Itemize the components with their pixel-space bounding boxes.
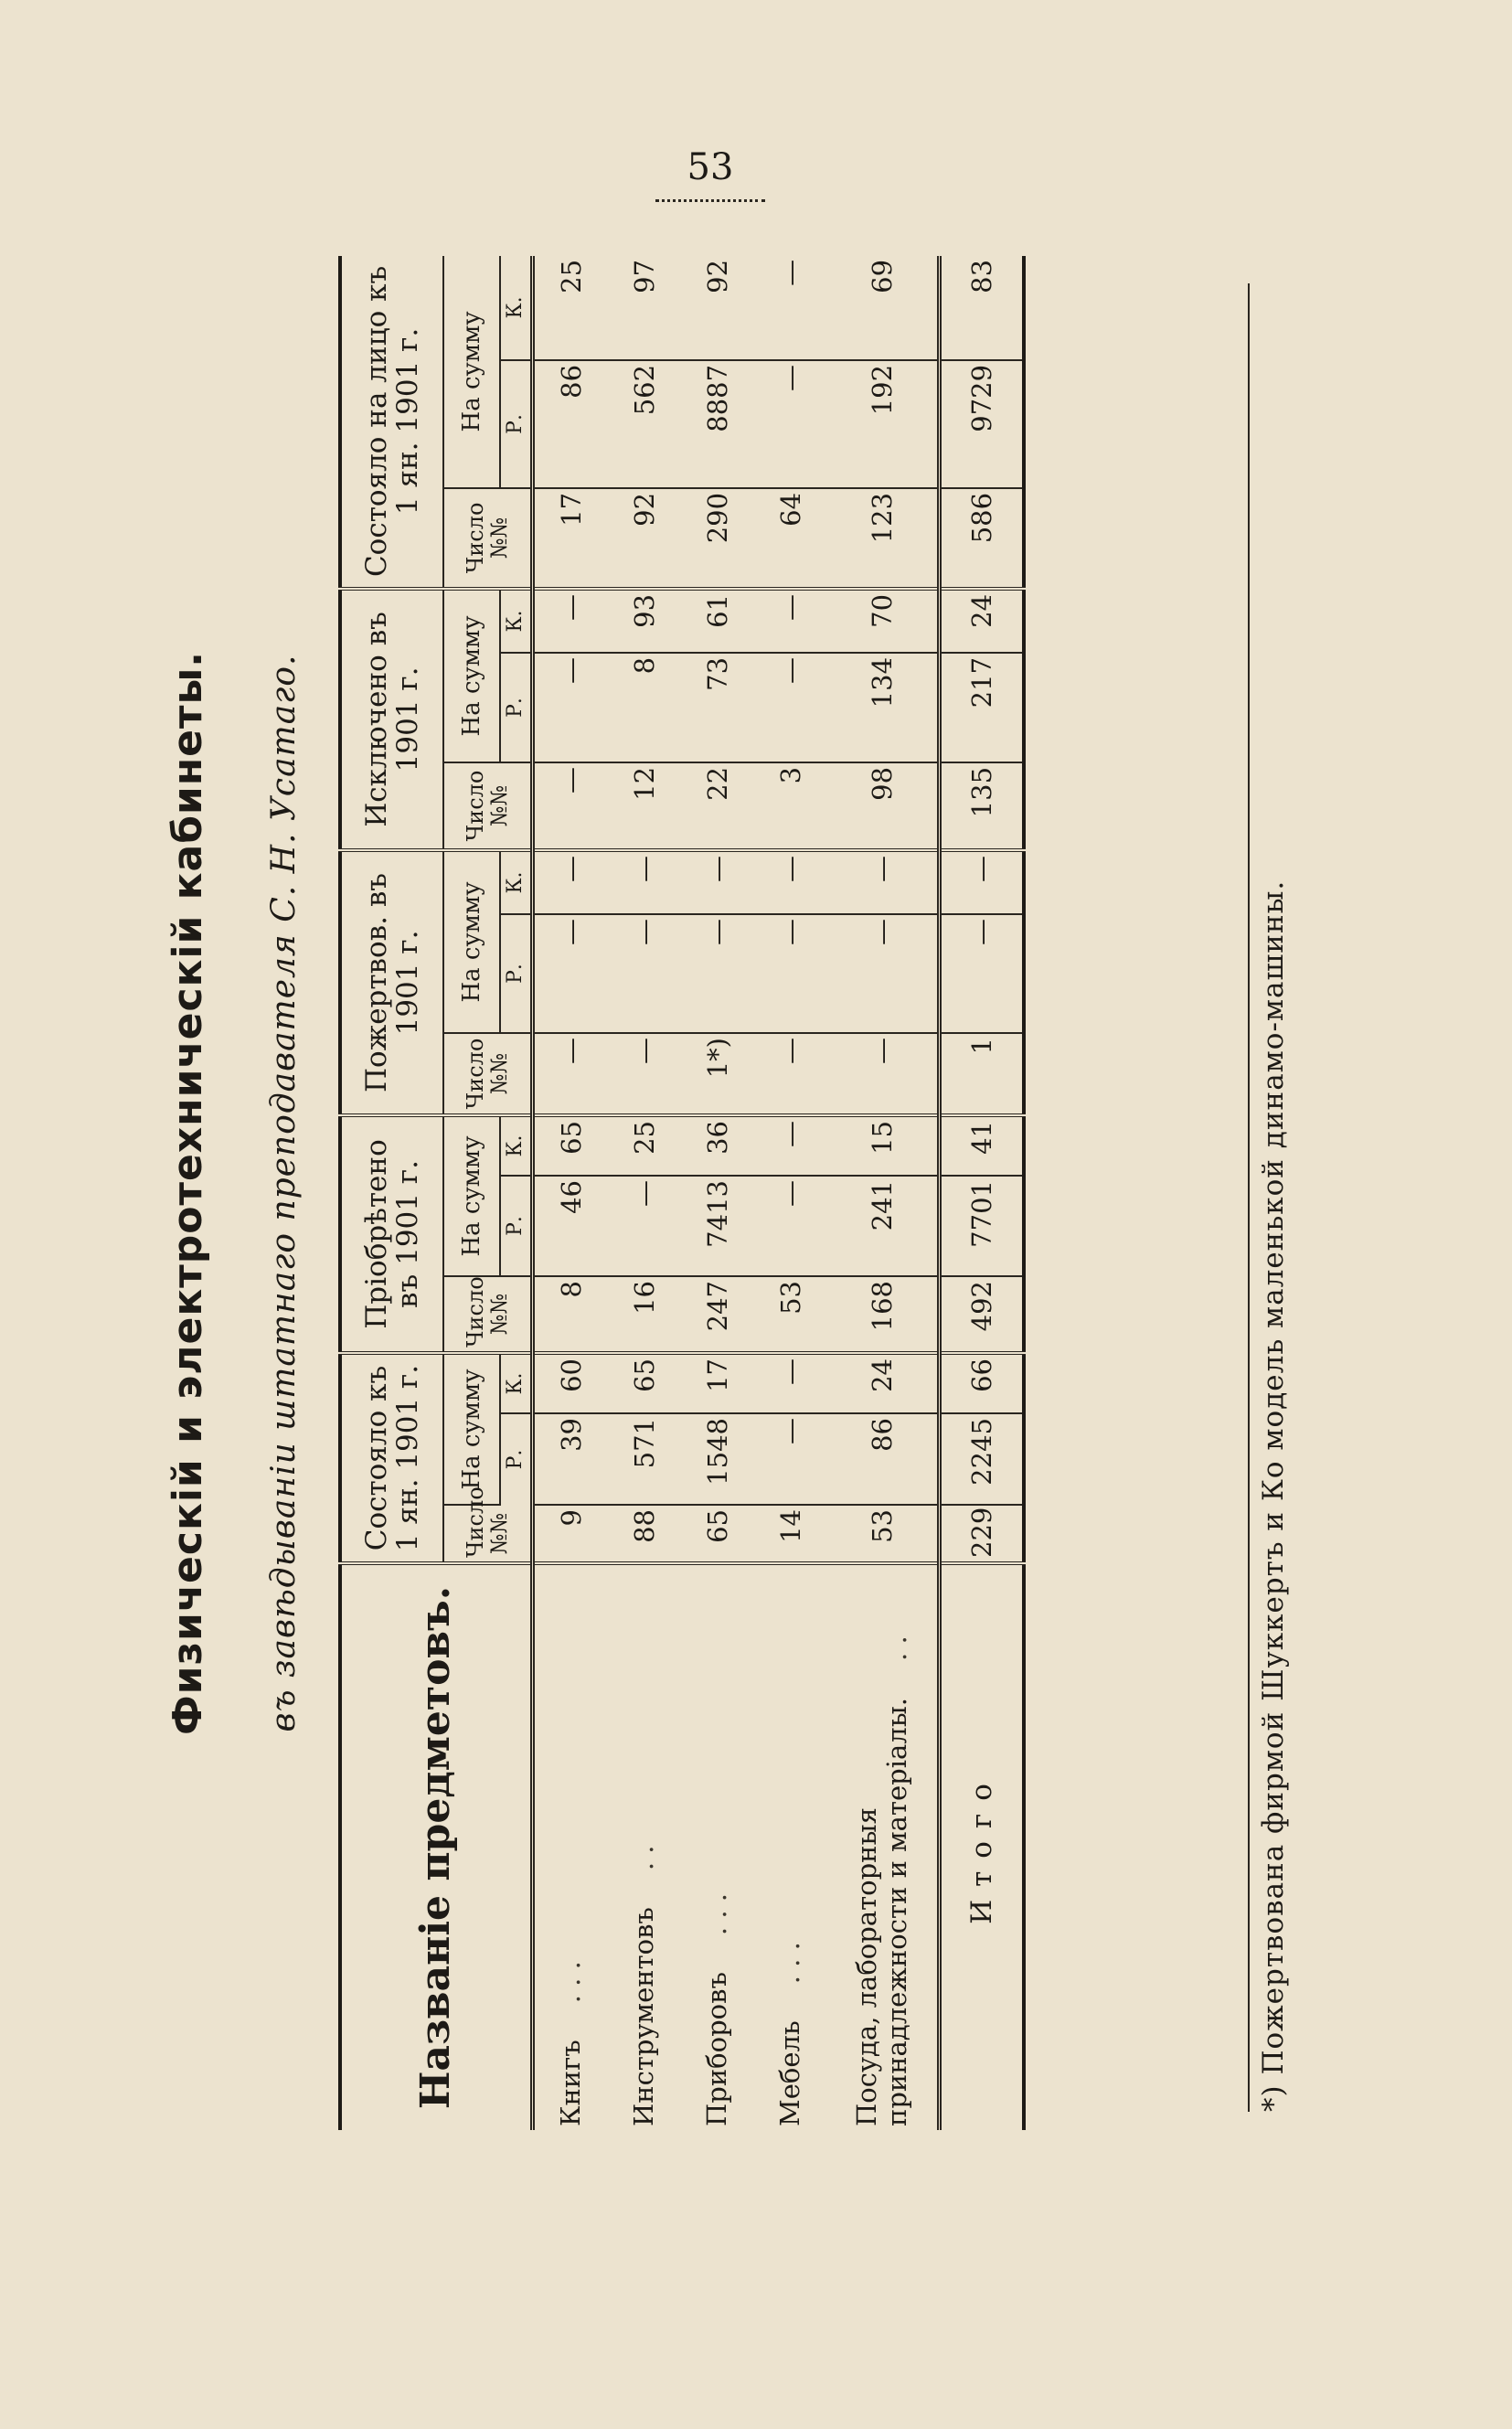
table-cell: 15 (827, 1115, 940, 1176)
total-row (940, 256, 1025, 2130)
table-cell: 571 (608, 1413, 681, 1505)
total-cell: — (940, 914, 1025, 1033)
table-cell: 8 (608, 653, 681, 762)
table-total (940, 256, 1025, 2130)
table-cell: — (681, 914, 754, 1033)
table-cell: 69 (827, 256, 940, 360)
table-row (608, 256, 681, 2130)
kopecks-header: К. (500, 850, 533, 914)
sum-header: На сумму (443, 1115, 500, 1276)
group-header-excluded: Исключено въ 1901 г. (340, 589, 443, 850)
table-cell: 24 (827, 1353, 940, 1413)
rubles-header: Р. (500, 360, 533, 488)
count-header: Число №№ (443, 488, 533, 589)
item-name-cell (754, 1563, 827, 2130)
table-cell: 98 (827, 762, 940, 850)
item-name: Мебель (774, 2020, 806, 2126)
total-cell: 229 (940, 1505, 1025, 1563)
table-cell: 25 (533, 256, 609, 360)
total-cell: 66 (940, 1353, 1025, 1413)
table-cell: 88 (608, 1505, 681, 1563)
table-cell: 97 (608, 256, 681, 360)
total-cell: 83 (940, 256, 1025, 360)
table-cell: — (754, 1176, 827, 1276)
item-name-cell (827, 1563, 940, 2130)
table-cell: 39 (533, 1413, 609, 1505)
inventory-table (338, 256, 1026, 2130)
item-name: Посуда, лабораторныя принадлежности и матеріалы. (850, 1697, 912, 2126)
table-cell: 290 (681, 488, 754, 589)
table-row (533, 256, 609, 2130)
item-name-cell (681, 1563, 754, 2130)
kopecks-header: К. (500, 589, 533, 653)
leader-dots: . . . (555, 1961, 587, 2004)
group-header-start: Состояло къ 1 ян. 1901 г. (340, 1353, 443, 1563)
table-cell: — (754, 589, 827, 653)
table-cell: 7413 (681, 1176, 754, 1276)
count-header: Число №№ (443, 1505, 533, 1563)
table-cell: — (754, 1033, 827, 1115)
leader-dots: . . (628, 1845, 660, 1871)
table-cell: 1548 (681, 1413, 754, 1505)
table-cell: 53 (827, 1505, 940, 1563)
footnote: *) Пожертвована фирмой Шуккертъ и Ко модель маленькой динамо-машины. (1248, 283, 1290, 2112)
table-cell: — (754, 914, 827, 1033)
table-cell: 12 (608, 762, 681, 850)
total-cell: 586 (940, 488, 1025, 589)
table-cell: — (533, 850, 609, 914)
table-cell: — (827, 850, 940, 914)
table-cell: 70 (827, 589, 940, 653)
leader-dots: . . . (701, 1893, 733, 1936)
table-cell: 46 (533, 1176, 609, 1276)
table-cell: 8887 (681, 360, 754, 488)
table-cell: 86 (827, 1413, 940, 1505)
table-cell: 247 (681, 1276, 754, 1353)
table-cell: 64 (754, 488, 827, 589)
rubles-header: Р. (500, 1176, 533, 1276)
group-header-donated: Пожертвов. въ 1901 г. (340, 850, 443, 1115)
table-cell: 3 (754, 762, 827, 850)
sum-header: На сумму (443, 1353, 500, 1505)
group-header-acquired: Пріобрѣтено въ 1901 г. (340, 1115, 443, 1353)
table-cell: — (754, 653, 827, 762)
rotated-page-content (155, 256, 1326, 2130)
sum-header: На сумму (443, 850, 500, 1033)
page-number: 53 (687, 146, 734, 188)
table-cell: 25 (608, 1115, 681, 1176)
table-cell: 17 (681, 1353, 754, 1413)
table-row (827, 256, 940, 2130)
table-cell: 134 (827, 653, 940, 762)
table-cell: 36 (681, 1115, 754, 1176)
table-cell: 192 (827, 360, 940, 488)
total-cell: 2245 (940, 1413, 1025, 1505)
table-cell: 168 (827, 1276, 940, 1353)
table-cell: 86 (533, 360, 609, 488)
table-cell: — (827, 1033, 940, 1115)
item-name: Книгъ (555, 2040, 587, 2126)
table-row (754, 256, 827, 2130)
table-cell: — (754, 256, 827, 360)
kopecks-header: К. (500, 1115, 533, 1176)
table-cell: — (827, 914, 940, 1033)
item-name-cell (608, 1563, 681, 2130)
total-cell: 135 (940, 762, 1025, 850)
total-cell: 9729 (940, 360, 1025, 488)
table-cell: 73 (681, 653, 754, 762)
table-cell: 16 (608, 1276, 681, 1353)
rubles-header: Р. (500, 1413, 533, 1505)
page-subtitle: въ завѣдываніи штатнаго преподавателя С. Н. Усатаго. (265, 654, 303, 1732)
table-cell: — (608, 850, 681, 914)
total-cell: 41 (940, 1115, 1025, 1176)
total-cell: 1 (940, 1033, 1025, 1115)
table-cell: 241 (827, 1176, 940, 1276)
table-cell: 17 (533, 488, 609, 589)
table-cell: 9 (533, 1505, 609, 1563)
table-cell: — (533, 762, 609, 850)
total-cell: 24 (940, 589, 1025, 653)
table-cell: — (533, 1033, 609, 1115)
sum-header: На сумму (443, 589, 500, 762)
table-cell: — (533, 914, 609, 1033)
table-cell: 92 (681, 256, 754, 360)
page-title: Физическій и электротехническій кабинеты. (165, 651, 211, 1736)
count-header: Число №№ (443, 762, 533, 850)
kopecks-header: К. (500, 1353, 533, 1413)
total-cell: — (940, 850, 1025, 914)
table-cell: 61 (681, 589, 754, 653)
table-cell: 65 (608, 1353, 681, 1413)
sum-header: На сумму (443, 256, 500, 488)
table-cell: — (754, 1413, 827, 1505)
table-cell: 562 (608, 360, 681, 488)
table-cell: 65 (533, 1115, 609, 1176)
table-cell: — (754, 850, 827, 914)
count-header: Число №№ (443, 1033, 533, 1115)
page-number-rule (655, 199, 765, 202)
group-header-end: Состояло на лицо къ 1 ян. 1901 г. (340, 256, 443, 589)
item-name: Инструментовъ (628, 1907, 660, 2126)
table-cell: — (533, 653, 609, 762)
table-cell: 92 (608, 488, 681, 589)
item-name-cell (533, 1563, 609, 2130)
table-cell: — (608, 1176, 681, 1276)
table-cell: 93 (608, 589, 681, 653)
total-cell: 492 (940, 1276, 1025, 1353)
leader-dots: . . . (774, 1942, 806, 1985)
table-cell: — (754, 1115, 827, 1176)
count-header: Число №№ (443, 1276, 533, 1353)
table-cell: — (754, 360, 827, 488)
table-cell: — (608, 1033, 681, 1115)
table-cell: 60 (533, 1353, 609, 1413)
table-cell: 14 (754, 1505, 827, 1563)
table-cell: — (608, 914, 681, 1033)
table-cell: — (533, 589, 609, 653)
table-cell: 65 (681, 1505, 754, 1563)
item-name: Приборовъ (701, 1972, 733, 2126)
total-cell: 7701 (940, 1176, 1025, 1276)
rubles-header: Р. (500, 914, 533, 1033)
kopecks-header: К. (500, 256, 533, 360)
table-row (681, 256, 754, 2130)
total-label: Итого (940, 1563, 1025, 2130)
table-cell: 22 (681, 762, 754, 850)
name-column-header: Названіе предметовъ. (340, 1563, 533, 2130)
table-cell: — (754, 1353, 827, 1413)
table-cell: 8 (533, 1276, 609, 1353)
table-cell: — (681, 850, 754, 914)
table-cell: 53 (754, 1276, 827, 1353)
table-cell: 1*) (681, 1033, 754, 1115)
table-cell: 123 (827, 488, 940, 589)
total-cell: 217 (940, 653, 1025, 762)
rubles-header: Р. (500, 653, 533, 762)
leader-dots: . . (881, 1635, 912, 1661)
table-body (533, 256, 940, 2130)
